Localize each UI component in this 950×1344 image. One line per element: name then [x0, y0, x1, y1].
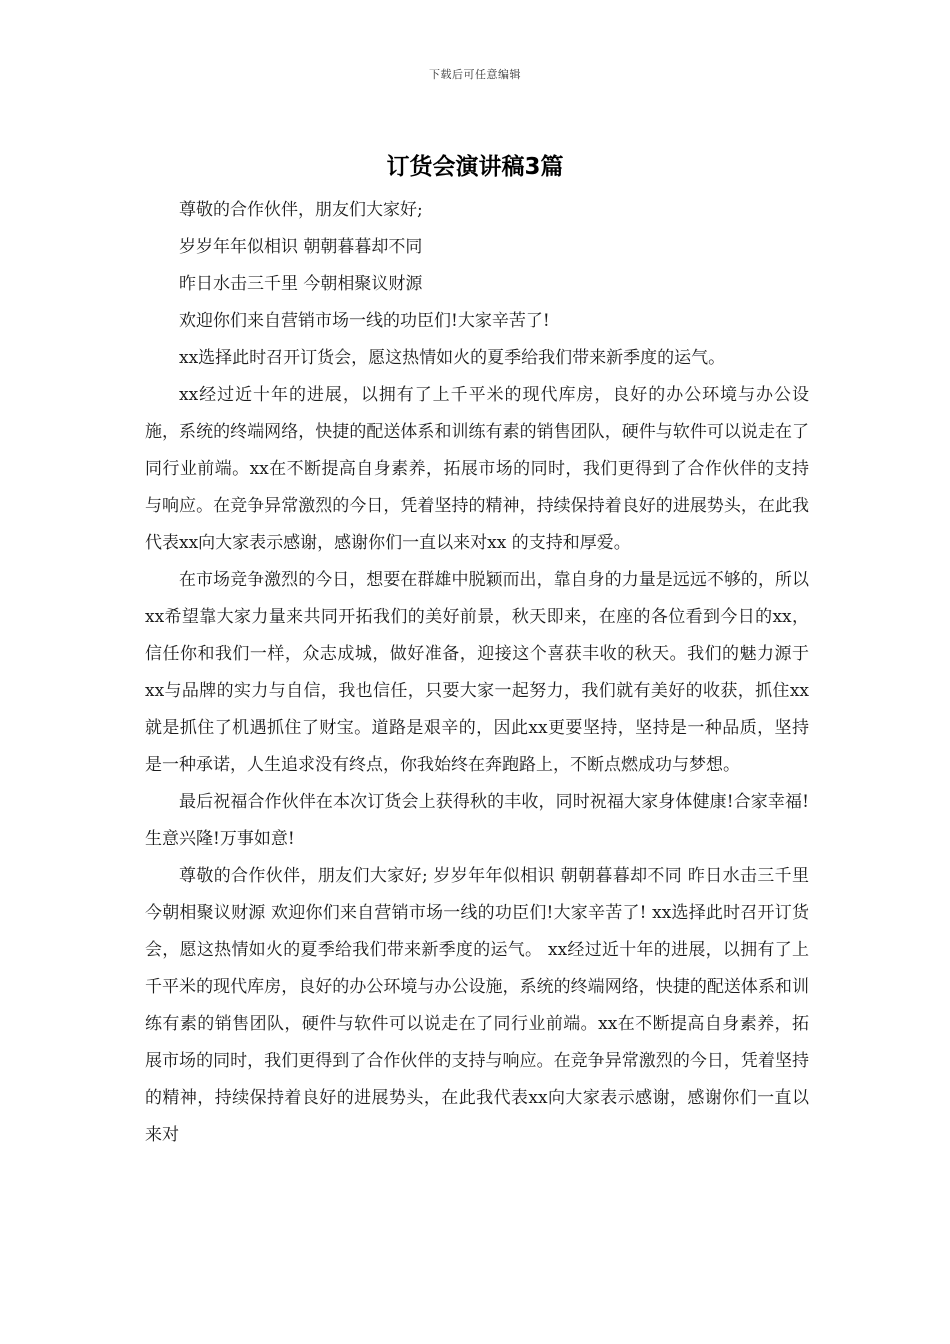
paragraph-market-competition: 在市场竞争激烈的今日，想要在群雄中脱颖而出，靠自身的力量是远远不够的，所以xx希望靠大家力量来共同开拓我们的美好前景，秋天即来，在座的各位看到今日的xx，信任你和我们一样，众志成城，做好准备，迎接这个喜获丰收的秋天。我们的魅力源于xx与品牌的实力与自信，我也信任，只要大家一起努力，我们就有美好的收获，抓住xx就是抓住了机遇抓住了财宝。道路是艰辛的，因此xx更要坚持，坚持是一种品质，坚持是一种承诺，人生追求没有终点，你我始终在奔跑路上，不断点燃成功与梦想。: [145, 570, 809, 775]
paragraph-verse-1: 岁岁年年似相识 朝朝暮暮却不同: [179, 237, 423, 257]
document-title: 订货会演讲稿3篇: [386, 154, 564, 180]
header-note: 下载后可任意编辑: [429, 68, 521, 81]
paragraph-welcome: 欢迎你们来自营销市场一线的功臣们!大家辛苦了!: [179, 311, 550, 331]
paragraph-greeting: 尊敬的合作伙伴，朋友们大家好;: [179, 200, 423, 220]
document-body: [145, 192, 809, 1154]
paragraph-purpose: xx选择此时召开订货会，愿这热情如火的夏季给我们带来新季度的运气。: [179, 348, 726, 368]
paragraph-verse-2: 昨日水击三千里 今朝相聚议财源: [179, 274, 423, 294]
paragraph-blessing: 最后祝福合作伙伴在本次订货会上获得秋的丰收，同时祝福大家身体健康!合家幸福!生意兴隆!万事如意!: [145, 792, 809, 849]
paragraph-repeat: 尊敬的合作伙伴，朋友们大家好; 岁岁年年似相识 朝朝暮暮却不同 昨日水击三千里 今朝相聚议财源 欢迎你们来自营销市场一线的功臣们!大家辛苦了! xx选择此时召开订货会，愿这热情如火的夏季给我们带来新季度的运气。 xx经过近十年的进展，以拥有了上千平米的现代库房，良好的办公环境与办公设施，系统的终端网络，快捷的配送体系和训练有素的销售团队，硬件与软件可以说走在了同行业前端。xx在不断提高自身素养，拓展市场的同时，我们更得到了合作伙伴的支持与响应。在竞争异常激烈的今日，凭着坚持的精神，持续保持着良好的进展势头，在此我代表xx向大家表示感谢，感谢你们一直以来对: [145, 866, 809, 1145]
paragraph-company-progress: xx经过近十年的进展，以拥有了上千平米的现代库房，良好的办公环境与办公设施，系统的终端网络，快捷的配送体系和训练有素的销售团队，硬件与软件可以说走在了同行业前端。xx在不断提高自身素养，拓展市场的同时，我们更得到了合作伙伴的支持与响应。在竞争异常激烈的今日，凭着坚持的精神，持续保持着良好的进展势头，在此我代表xx向大家表示感谢，感谢你们一直以来对xx 的支持和厚爱。: [145, 385, 809, 553]
